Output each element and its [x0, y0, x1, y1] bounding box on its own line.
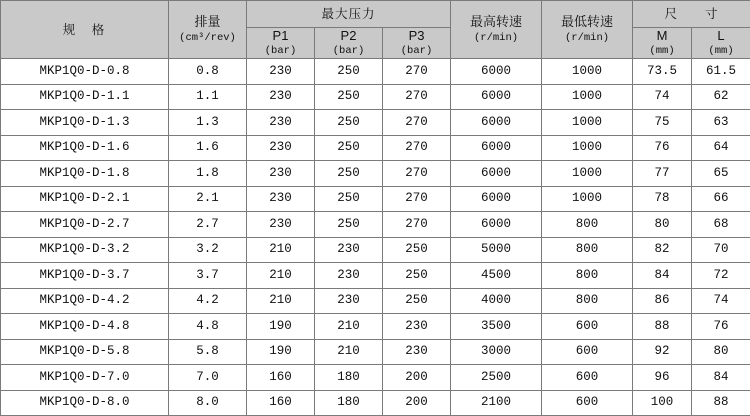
cell-p3: 270	[383, 84, 451, 110]
cell-min-speed: 1000	[542, 161, 633, 187]
cell-displacement: 2.1	[169, 186, 247, 212]
cell-p1: 230	[247, 212, 315, 238]
cell-displacement: 1.3	[169, 110, 247, 136]
cell-min-speed: 800	[542, 288, 633, 314]
table-row	[1, 110, 750, 136]
cell-l: 72	[692, 263, 750, 289]
cell-displacement: 2.7	[169, 212, 247, 238]
cell-p3: 250	[383, 237, 451, 263]
cell-m: 76	[633, 135, 692, 161]
cell-model: MKP1Q0-D-4.2	[1, 288, 169, 314]
cell-p2: 250	[315, 84, 383, 110]
cell-min-speed: 600	[542, 365, 633, 391]
cell-p3: 270	[383, 212, 451, 238]
cell-model: MKP1Q0-D-0.8	[1, 59, 169, 85]
displacement-label: 排量	[169, 15, 246, 31]
table-row	[1, 390, 750, 416]
max-speed-unit: (r/min)	[451, 32, 541, 45]
cell-p1: 210	[247, 288, 315, 314]
cell-l: 76	[692, 314, 750, 340]
cell-displacement: 1.6	[169, 135, 247, 161]
table-header	[1, 1, 750, 59]
cell-p2: 250	[315, 161, 383, 187]
cell-p3: 270	[383, 135, 451, 161]
cell-m: 78	[633, 186, 692, 212]
cell-displacement: 4.8	[169, 314, 247, 340]
column-header-p2	[315, 28, 383, 59]
cell-p2: 210	[315, 314, 383, 340]
cell-model: MKP1Q0-D-3.2	[1, 237, 169, 263]
cell-p3: 230	[383, 314, 451, 340]
table-row	[1, 314, 750, 340]
p2-label: P2	[315, 28, 382, 44]
table-row	[1, 288, 750, 314]
table-row	[1, 59, 750, 85]
cell-max-speed: 6000	[451, 186, 542, 212]
cell-p3: 270	[383, 110, 451, 136]
table-body	[1, 59, 750, 416]
cell-min-speed: 600	[542, 314, 633, 340]
cell-l: 65	[692, 161, 750, 187]
cell-l: 88	[692, 390, 750, 416]
cell-max-speed: 3000	[451, 339, 542, 365]
cell-min-speed: 1000	[542, 110, 633, 136]
column-header-min-speed	[542, 1, 633, 59]
table-row	[1, 339, 750, 365]
cell-p2: 180	[315, 365, 383, 391]
cell-p1: 190	[247, 314, 315, 340]
cell-l: 62	[692, 84, 750, 110]
header-row-groups	[1, 1, 750, 28]
cell-p3: 200	[383, 365, 451, 391]
cell-l: 74	[692, 288, 750, 314]
cell-p2: 230	[315, 237, 383, 263]
cell-p3: 270	[383, 161, 451, 187]
cell-displacement: 5.8	[169, 339, 247, 365]
cell-model: MKP1Q0-D-1.3	[1, 110, 169, 136]
p3-unit: (bar)	[383, 45, 450, 58]
column-header-displacement	[169, 1, 247, 59]
table-row	[1, 263, 750, 289]
cell-p3: 270	[383, 59, 451, 85]
cell-p3: 270	[383, 186, 451, 212]
cell-p2: 250	[315, 59, 383, 85]
cell-p2: 230	[315, 288, 383, 314]
cell-max-speed: 5000	[451, 237, 542, 263]
cell-p2: 230	[315, 263, 383, 289]
cell-min-speed: 600	[542, 390, 633, 416]
cell-l: 61.5	[692, 59, 750, 85]
cell-p2: 250	[315, 135, 383, 161]
cell-max-speed: 2500	[451, 365, 542, 391]
cell-p1: 190	[247, 339, 315, 365]
cell-p3: 250	[383, 288, 451, 314]
cell-l: 66	[692, 186, 750, 212]
displacement-unit: (cm³/rev)	[169, 32, 246, 45]
table-row	[1, 212, 750, 238]
cell-displacement: 1.8	[169, 161, 247, 187]
min-speed-unit: (r/min)	[542, 32, 632, 45]
column-header-p3	[383, 28, 451, 59]
cell-max-speed: 6000	[451, 84, 542, 110]
cell-model: MKP1Q0-D-3.7	[1, 263, 169, 289]
cell-min-speed: 800	[542, 263, 633, 289]
column-group-max-pressure: 最大压力	[247, 1, 451, 28]
table-row	[1, 161, 750, 187]
cell-m: 75	[633, 110, 692, 136]
cell-displacement: 1.1	[169, 84, 247, 110]
cell-m: 88	[633, 314, 692, 340]
column-header-m	[633, 28, 692, 59]
m-label: M	[633, 28, 691, 44]
cell-p1: 230	[247, 84, 315, 110]
cell-p3: 200	[383, 390, 451, 416]
table-row	[1, 84, 750, 110]
cell-model: MKP1Q0-D-1.6	[1, 135, 169, 161]
column-header-max-speed	[451, 1, 542, 59]
cell-p3: 250	[383, 263, 451, 289]
cell-p2: 250	[315, 110, 383, 136]
cell-min-speed: 800	[542, 237, 633, 263]
cell-displacement: 4.2	[169, 288, 247, 314]
column-header-spec: 规 格	[1, 1, 169, 59]
cell-model: MKP1Q0-D-1.1	[1, 84, 169, 110]
p3-label: P3	[383, 28, 450, 44]
cell-p2: 180	[315, 390, 383, 416]
p1-unit: (bar)	[247, 45, 314, 58]
cell-p1: 230	[247, 59, 315, 85]
cell-model: MKP1Q0-D-2.1	[1, 186, 169, 212]
cell-p2: 250	[315, 186, 383, 212]
m-unit: (mm)	[633, 45, 691, 58]
cell-model: MKP1Q0-D-5.8	[1, 339, 169, 365]
cell-max-speed: 6000	[451, 110, 542, 136]
cell-m: 96	[633, 365, 692, 391]
cell-l: 80	[692, 339, 750, 365]
cell-max-speed: 6000	[451, 59, 542, 85]
l-label: L	[692, 28, 750, 44]
cell-m: 100	[633, 390, 692, 416]
cell-p1: 160	[247, 365, 315, 391]
cell-min-speed: 1000	[542, 186, 633, 212]
cell-model: MKP1Q0-D-2.7	[1, 212, 169, 238]
cell-m: 73.5	[633, 59, 692, 85]
cell-max-speed: 3500	[451, 314, 542, 340]
max-speed-label: 最高转速	[451, 15, 541, 31]
cell-p2: 250	[315, 212, 383, 238]
cell-p3: 230	[383, 339, 451, 365]
p1-label: P1	[247, 28, 314, 44]
cell-l: 64	[692, 135, 750, 161]
cell-min-speed: 1000	[542, 84, 633, 110]
table-row	[1, 237, 750, 263]
table-row	[1, 365, 750, 391]
cell-model: MKP1Q0-D-8.0	[1, 390, 169, 416]
cell-p1: 230	[247, 186, 315, 212]
cell-model: MKP1Q0-D-4.8	[1, 314, 169, 340]
cell-l: 84	[692, 365, 750, 391]
cell-p1: 210	[247, 263, 315, 289]
cell-l: 63	[692, 110, 750, 136]
cell-max-speed: 6000	[451, 212, 542, 238]
cell-m: 80	[633, 212, 692, 238]
cell-m: 77	[633, 161, 692, 187]
cell-displacement: 7.0	[169, 365, 247, 391]
cell-displacement: 8.0	[169, 390, 247, 416]
cell-p2: 210	[315, 339, 383, 365]
column-group-dimensions: 尺 寸	[633, 1, 750, 28]
p2-unit: (bar)	[315, 45, 382, 58]
column-header-p1	[247, 28, 315, 59]
cell-m: 86	[633, 288, 692, 314]
cell-m: 84	[633, 263, 692, 289]
cell-min-speed: 1000	[542, 59, 633, 85]
column-header-l	[692, 28, 750, 59]
cell-model: MKP1Q0-D-1.8	[1, 161, 169, 187]
cell-l: 68	[692, 212, 750, 238]
cell-max-speed: 6000	[451, 161, 542, 187]
cell-displacement: 0.8	[169, 59, 247, 85]
cell-min-speed: 600	[542, 339, 633, 365]
cell-min-speed: 800	[542, 212, 633, 238]
cell-m: 82	[633, 237, 692, 263]
l-unit: (mm)	[692, 45, 750, 58]
table-row	[1, 135, 750, 161]
cell-p1: 210	[247, 237, 315, 263]
cell-p1: 230	[247, 135, 315, 161]
cell-displacement: 3.7	[169, 263, 247, 289]
cell-max-speed: 2100	[451, 390, 542, 416]
table-row	[1, 186, 750, 212]
cell-m: 74	[633, 84, 692, 110]
cell-max-speed: 4500	[451, 263, 542, 289]
cell-model: MKP1Q0-D-7.0	[1, 365, 169, 391]
cell-min-speed: 1000	[542, 135, 633, 161]
cell-l: 70	[692, 237, 750, 263]
cell-p1: 230	[247, 161, 315, 187]
min-speed-label: 最低转速	[542, 15, 632, 31]
cell-p1: 230	[247, 110, 315, 136]
cell-p1: 160	[247, 390, 315, 416]
cell-displacement: 3.2	[169, 237, 247, 263]
cell-max-speed: 4000	[451, 288, 542, 314]
cell-max-speed: 6000	[451, 135, 542, 161]
cell-m: 92	[633, 339, 692, 365]
